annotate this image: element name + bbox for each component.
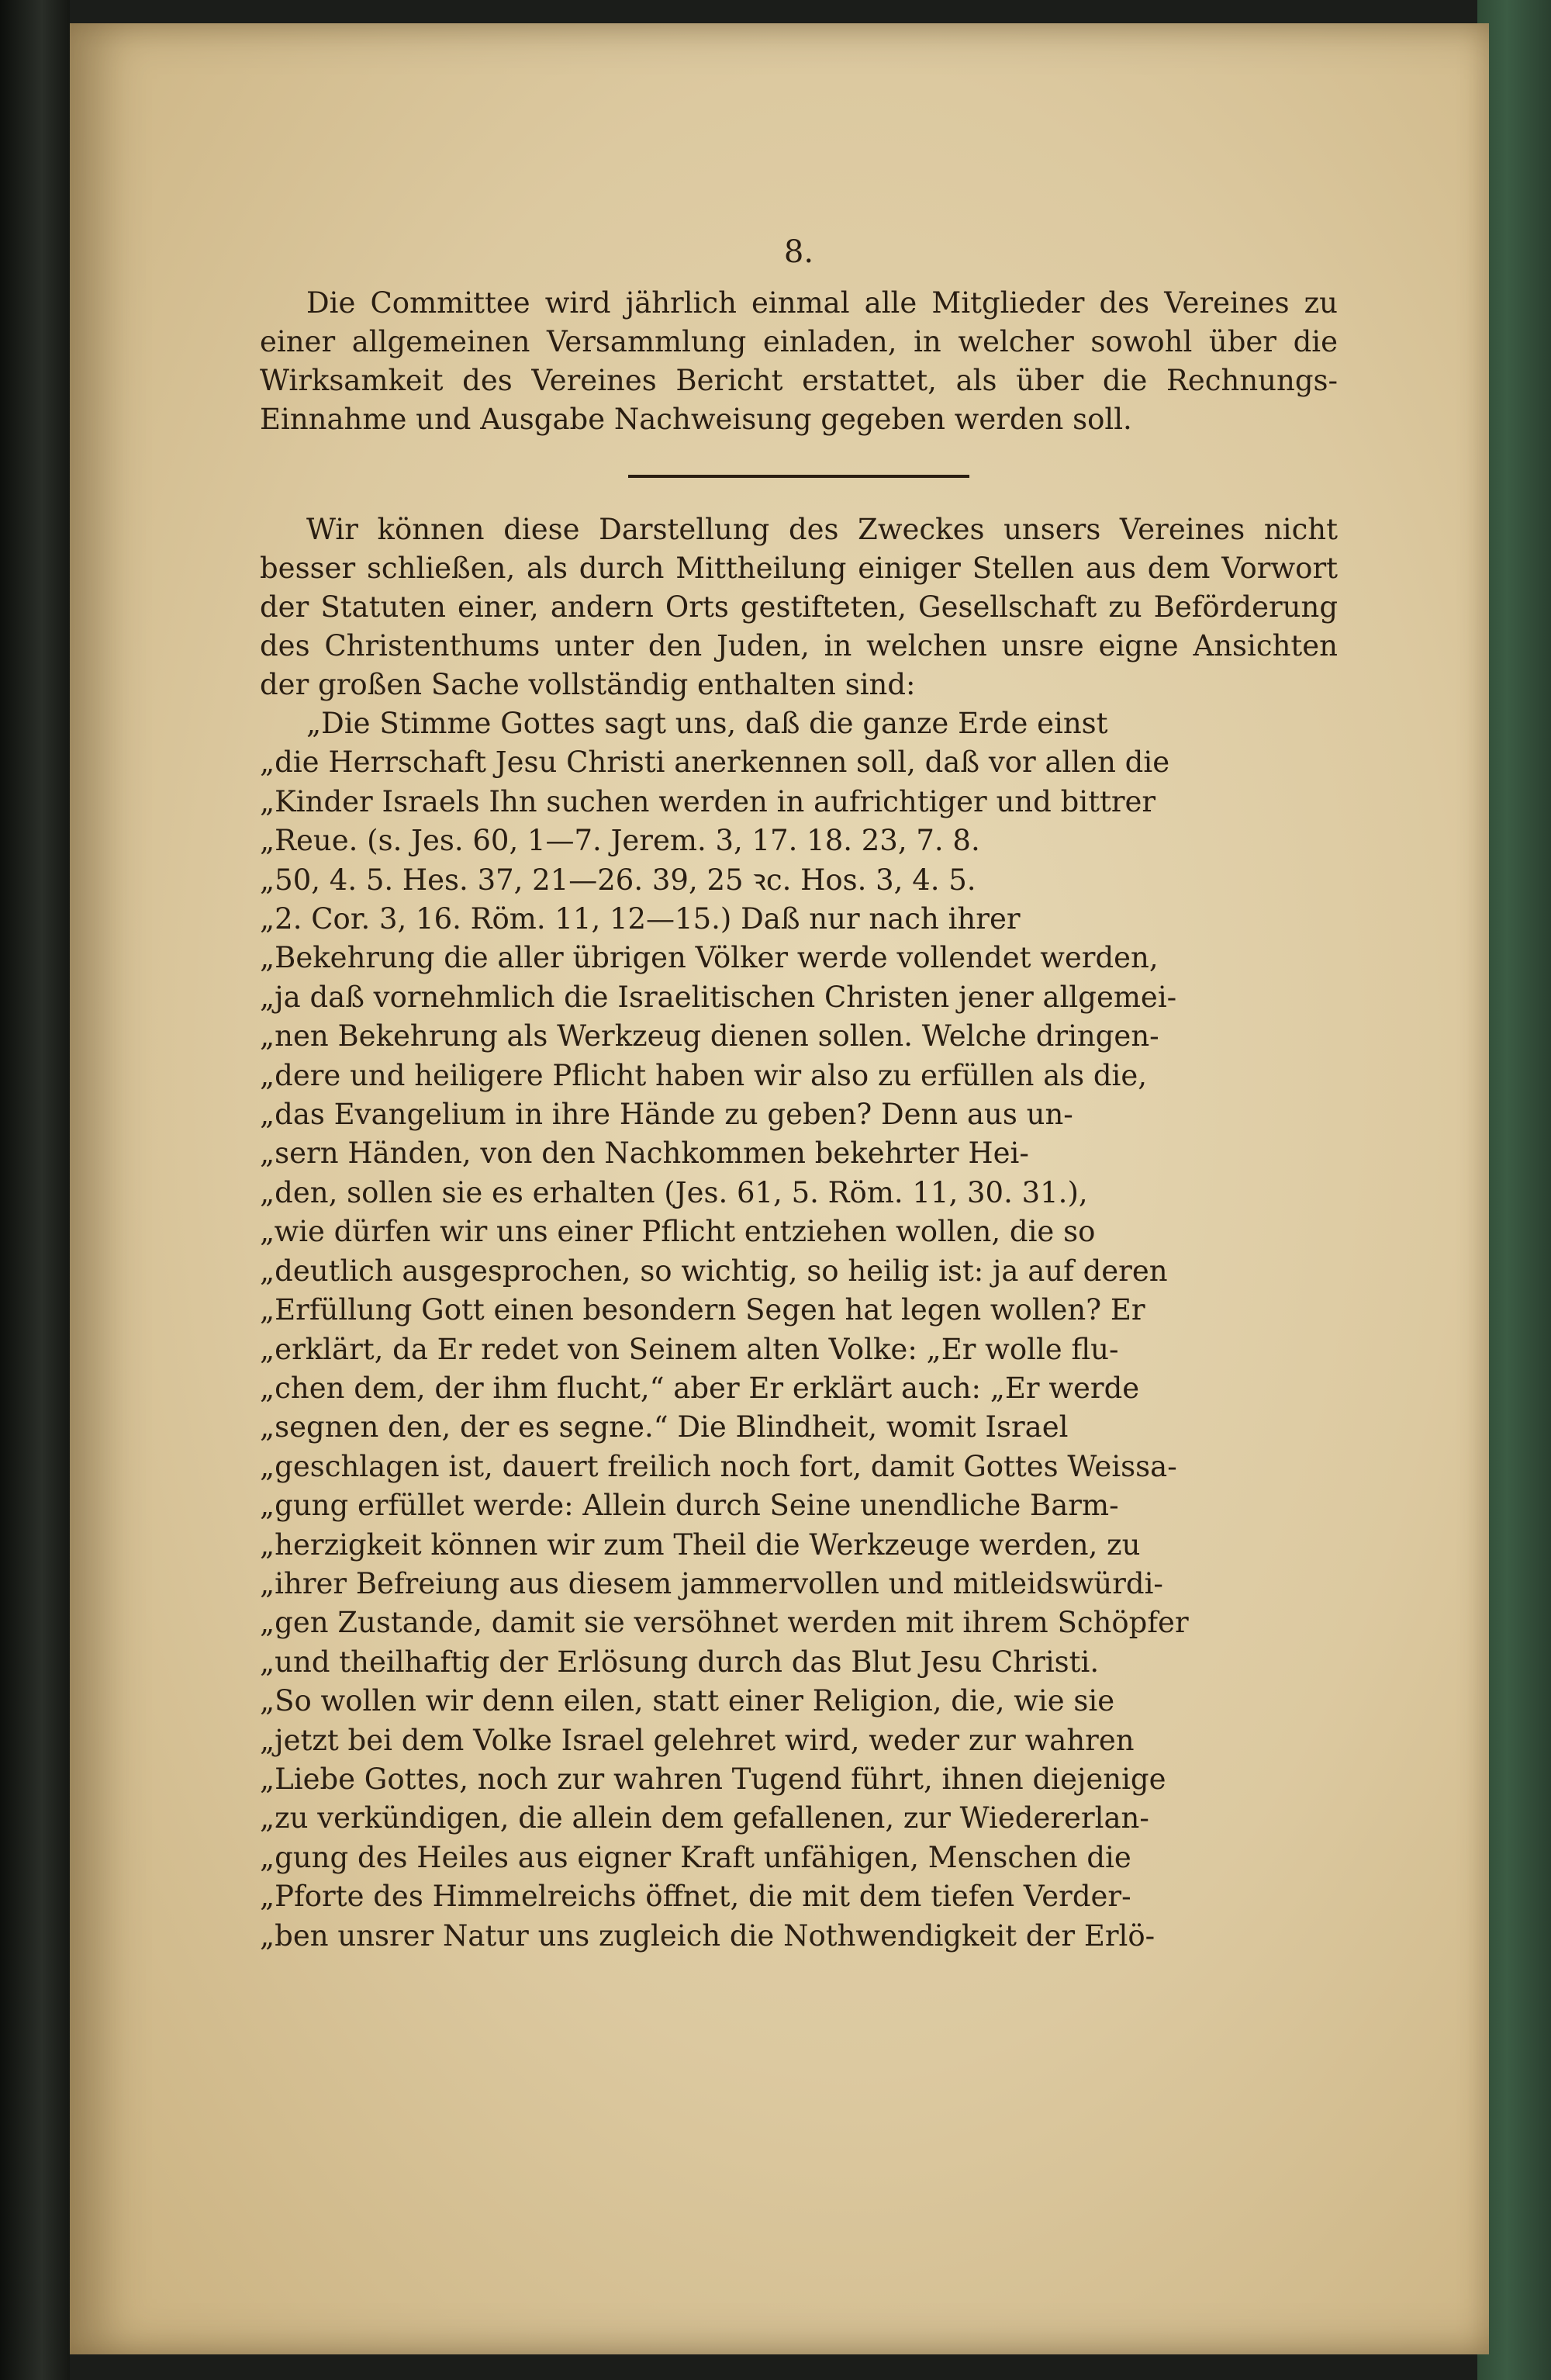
quote-line: „dere und heiligere Pflicht haben wir also zu erfüllen als die, bbox=[260, 1058, 1148, 1092]
paragraph-committee: Die Committee wird jährlich einmal alle Mitglieder des Vereines zu einer allgemeinen Versammlung einladen, in welcher sowohl über die Wirksamkeit des Vereines Bericht erstattet, als über die Rechnungs-Einnahme und Ausgabe Nachweisung gegeben werden soll. bbox=[260, 286, 1338, 436]
quote-line: „Liebe Gottes, noch zur wahren Tugend führt, ihnen diejenige bbox=[260, 1762, 1166, 1796]
page-number: 8. bbox=[783, 234, 814, 270]
quote-line: „Bekehrung die aller übrigen Völker werde vollendet werden, bbox=[260, 941, 1159, 975]
quote-line: „gung erfüllet werde: Allein durch Seine unendliche Barm- bbox=[260, 1489, 1119, 1523]
text-block bbox=[260, 225, 1338, 1956]
section-divider bbox=[628, 475, 969, 478]
quote-line: „ja daß vornehmlich die Israelitischen Christen jener allgemei- bbox=[260, 980, 1177, 1014]
quote-line: „2. Cor. 3, 16. Röm. 11, 12—15.) Daß nur nach ihrer bbox=[260, 902, 1021, 936]
quote-line: „Erfüllung Gott einen besondern Segen hat legen wollen? Er bbox=[260, 1293, 1145, 1327]
quote-line: „So wollen wir denn eilen, statt einer Religion, die, wie sie bbox=[260, 1684, 1115, 1718]
quote-line: „das Evangelium in ihre Hände zu geben? Denn aus un- bbox=[260, 1098, 1073, 1132]
quote-line: „wie dürfen wir uns einer Pflicht entziehen wollen, die so bbox=[260, 1215, 1096, 1249]
quote-line: „chen dem, der ihm flucht,“ aber Er erklärt auch: „Er werde bbox=[260, 1371, 1140, 1405]
quote-line: „gung des Heiles aus eigner Kraft unfähigen, Menschen die bbox=[260, 1840, 1131, 1874]
quote-line: „herzigkeit können wir zum Theil die Werkzeuge werden, zu bbox=[260, 1527, 1141, 1562]
book-spine bbox=[0, 0, 70, 2380]
quote-line: „geschlagen ist, dauert freilich noch fort, damit Gottes Weissa- bbox=[260, 1449, 1177, 1483]
quote-line: „Die Stimme Gottes sagt uns, daß die ganze Erde einst bbox=[306, 707, 1108, 740]
quotation-block bbox=[260, 704, 1338, 1956]
quote-line: „und theilhaftig der Erlösung durch das Blut Jesu Christi. bbox=[260, 1645, 1100, 1679]
quote-line: „ihrer Befreiung aus diesem jammervollen und mitleidswürdi- bbox=[260, 1566, 1163, 1600]
quote-line: „segnen den, der es segne.“ Die Blindheit, womit Israel bbox=[260, 1410, 1069, 1444]
quote-line: „Kinder Israels Ihn suchen werden in aufrichtiger und bittrer bbox=[260, 784, 1156, 818]
quote-line: „die Herrschaft Jesu Christi anerkennen soll, daß vor allen die bbox=[260, 745, 1170, 780]
quote-line: „50, 4. 5. Hes. 37, 21—26. 39, 25 ꝛc. Hos. 3, 4. 5. bbox=[260, 863, 976, 897]
book-page bbox=[70, 23, 1489, 2354]
paragraph-intro: Wir können diese Darstellung des Zweckes unsers Vereines nicht besser schließen, als durch Mittheilung einiger Stellen aus dem Vorwort der Statuten einer, andern Orts gestifteten, Gesellschaft zu Beförderung des Christenthums unter den Juden, in welchen unsre eigne Ansichten der großen Sache vollständig enthalten sind: bbox=[260, 513, 1338, 701]
quote-line: „Reue. (s. Jes. 60, 1—7. Jerem. 3, 17. 18. 23, 7. 8. bbox=[260, 824, 980, 858]
quote-line: „Pforte des Himmelreichs öffnet, die mit dem tiefen Verder- bbox=[260, 1880, 1131, 1914]
quote-line: „gen Zustande, damit sie versöhnet werden mit ihrem Schöpfer bbox=[260, 1606, 1189, 1640]
quote-line: „den, sollen sie es erhalten (Jes. 61, 5. Röm. 11, 30. 31.), bbox=[260, 1175, 1088, 1209]
quote-line: „ben unsrer Natur uns zugleich die Nothwendigkeit der Erlö- bbox=[260, 1918, 1155, 1953]
quote-line: „zu verkündigen, die allein dem gefallenen, zur Wiedererlan- bbox=[260, 1801, 1149, 1835]
quote-line: „sern Händen, von den Nachkommen bekehrter Hei- bbox=[260, 1136, 1029, 1171]
quote-line: „deutlich ausgesprochen, so wichtig, so heilig ist: ja auf deren bbox=[260, 1254, 1168, 1288]
quote-line: „erklärt, da Er redet von Seinem alten Volke: „Er wolle flu- bbox=[260, 1332, 1119, 1366]
quote-line: „nen Bekehrung als Werkzeug dienen sollen. Welche dringen- bbox=[260, 1019, 1159, 1053]
quote-line: „jetzt bei dem Volke Israel gelehret wird, weder zur wahren bbox=[260, 1723, 1135, 1757]
